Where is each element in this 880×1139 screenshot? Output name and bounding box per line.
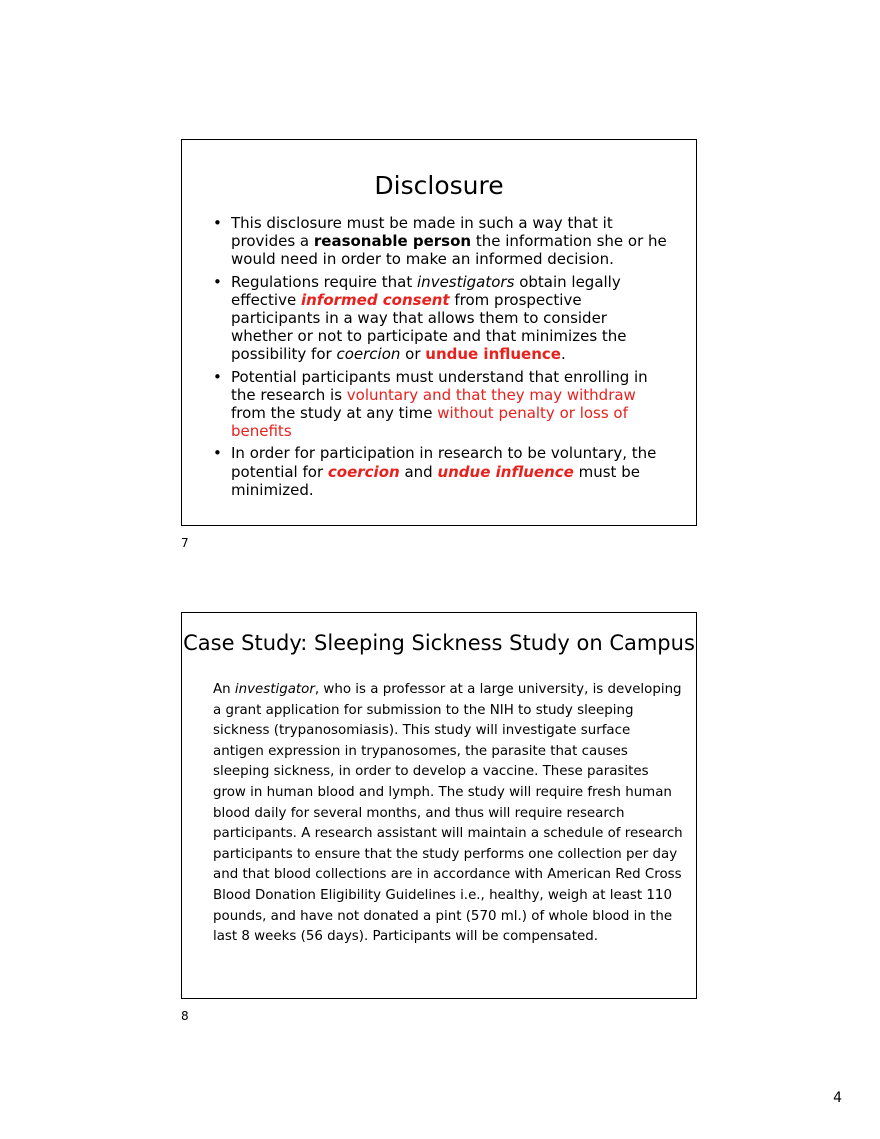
bullet-text-red: voluntary and that they may withdraw xyxy=(346,385,636,404)
bullet-text-red-bold: undue influence xyxy=(425,345,561,364)
bullet-text: Regulations require that xyxy=(231,272,418,291)
slide-case-study xyxy=(181,612,697,999)
bullet-icon: • xyxy=(213,272,222,291)
bullet-text: must be minimized. xyxy=(231,462,640,499)
bullet-icon: • xyxy=(213,444,222,463)
page-number: 4 xyxy=(833,1090,842,1106)
bullet-text: Potential participants must understand that enrolling in the research is xyxy=(231,367,648,404)
slide-number: 7 xyxy=(181,536,189,550)
paragraph-text: An xyxy=(213,682,235,697)
bullet-text: In order for participation in research to be voluntary, the potential for xyxy=(231,444,657,481)
bullet-text: and xyxy=(399,462,438,481)
paragraph-text: , who is a professor at a large university, is developing a grant application for submission to the NIH to study sleeping sickness (trypanosomiasis). This study will investigate surface antigen expression in trypanosomes, the parasite that causes sleeping sickness, in order to develop a vaccine. These parasites grow in human blood and lymph. The study will require fresh human blood daily for several months, and thus will require research participants. A research assistant will maintain a schedule of research participants to ensure that the study performs one collection per day and that blood collections are in accordance with American Red Cross Blood Donation Eligibility Guidelines i.e., healthy, weigh at least 110 pounds, and have not donated a pint (570 ml.) of whole blood in the last 8 weeks (56 days). Participants will be compensated. xyxy=(213,682,683,945)
bullet-text-red-emphasis: informed consent xyxy=(300,290,450,309)
bullet-text-red-emphasis: undue influence xyxy=(437,462,574,481)
bullet-icon: • xyxy=(213,367,222,386)
bullet-item xyxy=(212,368,670,441)
bullet-text: from the study at any time xyxy=(231,404,438,423)
slide-title: Disclosure xyxy=(374,171,504,200)
case-study-paragraph xyxy=(213,680,684,948)
bullet-text-italic: coercion xyxy=(336,345,401,364)
bullet-text: . xyxy=(560,345,566,364)
bullet-item xyxy=(212,444,670,499)
bullet-text: from prospective participants in a way that allows them to consider whether or not to participate and that minimizes the possibility for xyxy=(231,290,627,364)
bullet-text-italic: investigators xyxy=(417,272,515,291)
slide-title: Case Study: Sleeping Sickness Study on Campus xyxy=(183,631,695,655)
bullet-text: or xyxy=(400,345,426,364)
bullet-text-red: without penalty or loss of benefits xyxy=(231,404,628,441)
bullet-text: obtain legally effective xyxy=(231,272,621,309)
bullet-list xyxy=(212,214,670,503)
paragraph-text-italic: investigator xyxy=(234,682,315,697)
bullet-item xyxy=(212,214,670,269)
bullet-icon: • xyxy=(213,214,222,232)
bullet-item xyxy=(212,273,670,364)
slide-disclosure xyxy=(181,139,697,526)
bullet-text-red-emphasis: coercion xyxy=(327,462,400,481)
bullet-text: This disclosure must be made in such a way that it provides a xyxy=(231,214,613,251)
slide-number: 8 xyxy=(181,1009,189,1023)
bullet-text: the information she or he would need in order to make an informed decision. xyxy=(231,232,667,269)
bullet-text-bold: reasonable person xyxy=(313,232,472,251)
